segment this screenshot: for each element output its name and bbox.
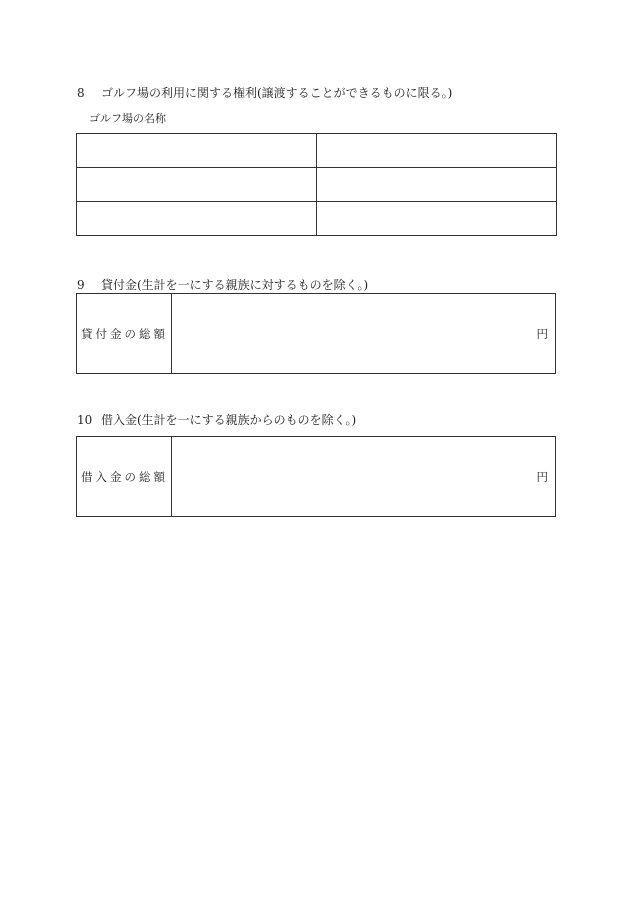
section-10-number: 10: [77, 413, 93, 427]
section-8-heading: [77, 86, 452, 100]
section-8-title: ゴルフ場の利用に関する権利(譲渡することができるものに限る。): [101, 86, 453, 100]
section-8-number: 8: [77, 86, 85, 100]
golf-course-cell[interactable]: [317, 202, 557, 236]
table-row: [77, 168, 557, 202]
golf-course-cell[interactable]: [77, 134, 317, 168]
loans-receivable-amount[interactable]: [177, 294, 525, 373]
golf-course-cell[interactable]: [317, 134, 557, 168]
yen-unit: 円: [536, 326, 548, 341]
golf-course-table: [76, 133, 557, 236]
table-row: [77, 134, 557, 168]
loans-receivable-total-label: 貸付金の総額: [81, 326, 168, 341]
section-10-title: 借入金(生計を一にする親族からのものを除く。): [101, 413, 357, 427]
loans-receivable-box: [76, 293, 556, 374]
golf-course-cell[interactable]: [77, 168, 317, 202]
golf-course-cell[interactable]: [317, 168, 557, 202]
yen-unit: 円: [536, 469, 548, 484]
section-9-heading: [77, 278, 368, 292]
table-row: [77, 202, 557, 236]
section-9-number: 9: [77, 278, 85, 292]
cell-divider: [171, 294, 172, 373]
section-9-title: 貸付金(生計を一にする親族に対するものを除く。): [101, 278, 369, 292]
cell-divider: [171, 437, 172, 516]
loans-payable-amount[interactable]: [177, 437, 525, 516]
golf-course-cell[interactable]: [77, 202, 317, 236]
golf-course-name-label: ゴルフ場の名称: [89, 112, 166, 125]
loans-payable-total-label: 借入金の総額: [81, 469, 168, 484]
loans-payable-box: [76, 436, 556, 517]
section-10-heading: [77, 413, 356, 427]
